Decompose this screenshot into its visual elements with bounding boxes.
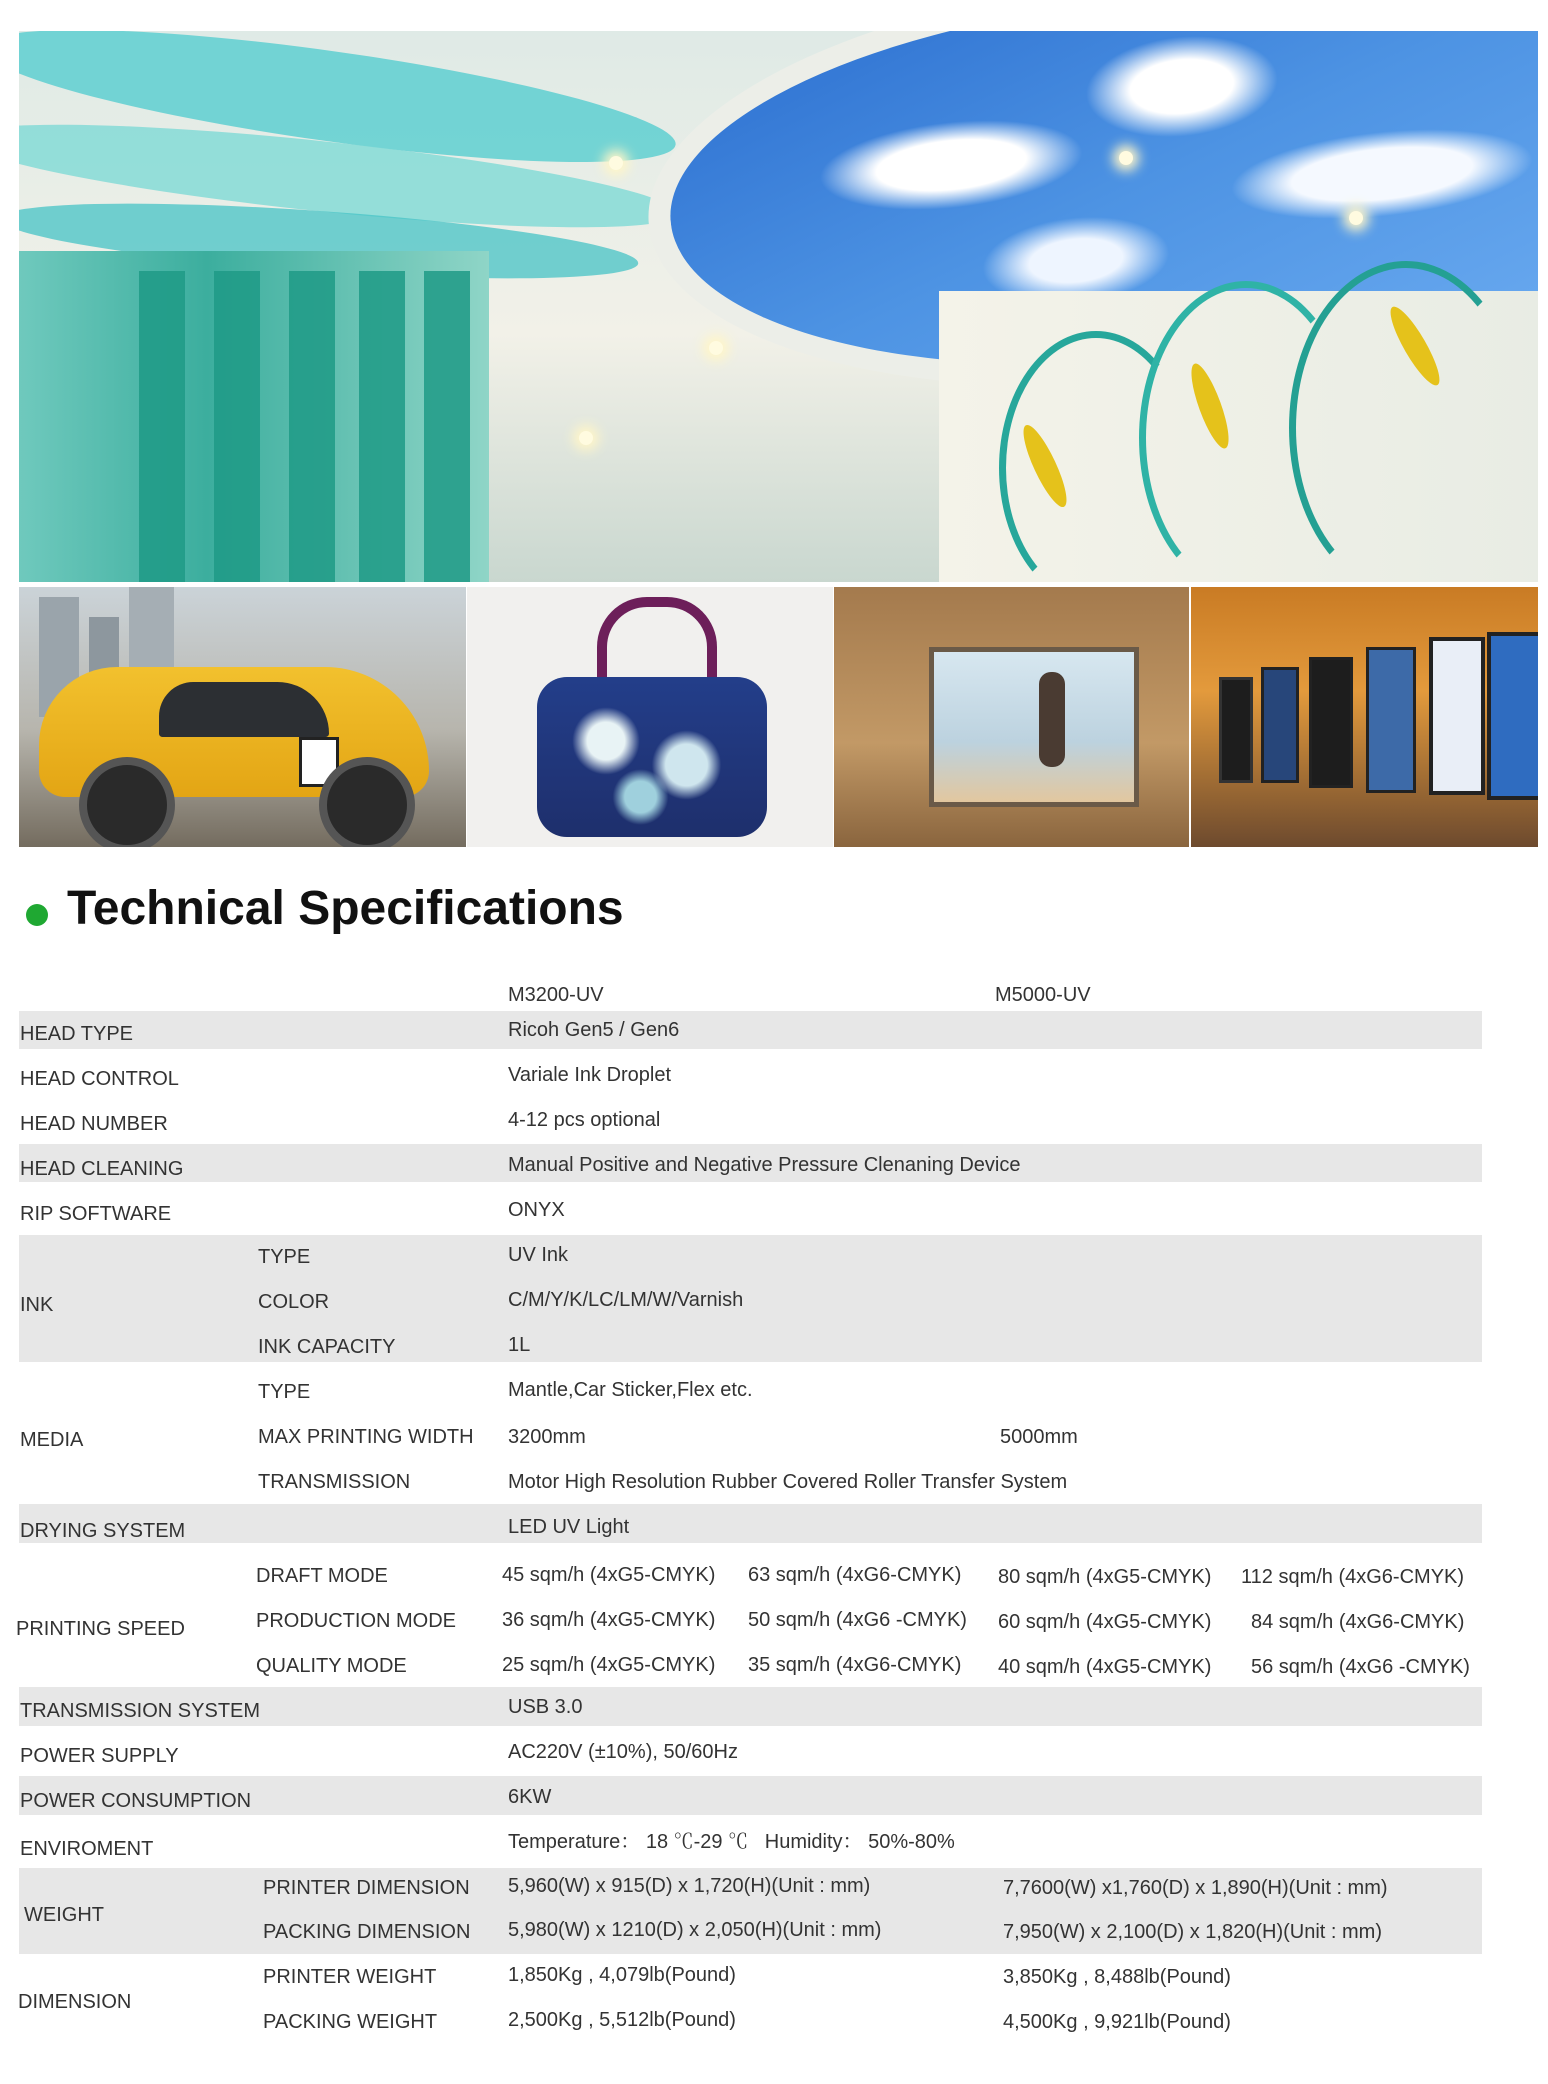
speed-draft-v4: 112 sqm/h (4xG6-CMYK): [1241, 1566, 1465, 1588]
speed-production-v4: 84 sqm/h (4xG6-CMYK): [1251, 1611, 1465, 1633]
section-title: Technical Specifications: [67, 882, 624, 935]
sub-label-ink-color: COLOR: [258, 1291, 330, 1313]
row-label-dimension: DIMENSION: [18, 1991, 132, 2013]
row-value-head-type: Ricoh Gen5 / Gen6: [508, 1019, 680, 1041]
row-band: [19, 1011, 1482, 1049]
speed-quality-v4: 56 sqm/h (4xG6 -CMYK): [1251, 1656, 1470, 1678]
column-header-m3200: M3200-UV: [508, 984, 604, 1006]
sub-label-printer-dimension: PRINTER DIMENSION: [263, 1877, 470, 1899]
row-label-head-control: HEAD CONTROL: [20, 1068, 179, 1090]
column-header-m5000: M5000-UV: [995, 984, 1091, 1006]
hero-image: [19, 31, 1538, 582]
value-packing-dimension-m5000: 7,950(W) x 2,100(D) x 1,820(H)(Unit : mm): [1003, 1921, 1382, 1943]
row-label-power-consumption: POWER CONSUMPTION: [20, 1790, 252, 1812]
value-printer-dimension-m3200: 5,960(W) x 915(D) x 1,720(H)(Unit : mm): [508, 1875, 871, 1897]
speed-quality-v1: 25 sqm/h (4xG5-CMYK): [502, 1654, 716, 1676]
speed-production-v1: 36 sqm/h (4xG5-CMYK): [502, 1609, 716, 1631]
row-value-power-supply: AC220V (±10%), 50/60Hz: [508, 1741, 738, 1763]
row-value-transmission-system: USB 3.0: [508, 1696, 583, 1718]
sub-label-media-type: TYPE: [258, 1381, 311, 1403]
value-printer-weight-m3200: 1,850Kg , 4,079lb(Pound): [508, 1964, 736, 1986]
rally-car-photo: [19, 587, 466, 847]
row-value-drying: LED UV Light: [508, 1516, 630, 1538]
value-ink-capacity: 1L: [508, 1334, 531, 1356]
row-label-media: MEDIA: [20, 1429, 84, 1451]
row-label-head-number: HEAD NUMBER: [20, 1113, 168, 1135]
sub-label-ink-capacity: INK CAPACITY: [258, 1336, 396, 1358]
sub-label-quality-mode: QUALITY MODE: [256, 1655, 407, 1677]
row-label-rip-software: RIP SOFTWARE: [20, 1203, 172, 1225]
sub-label-draft-mode: DRAFT MODE: [256, 1565, 388, 1587]
speed-draft-v1: 45 sqm/h (4xG5-CMYK): [502, 1564, 716, 1586]
sub-label-production-mode: PRODUCTION MODE: [256, 1610, 456, 1632]
value-width-m5000: 5000mm: [1000, 1426, 1078, 1448]
speed-production-v2: 50 sqm/h (4xG6 -CMYK): [748, 1609, 967, 1631]
row-label-transmission-system: TRANSMISSION SYSTEM: [20, 1700, 261, 1722]
row-label-head-type: HEAD TYPE: [20, 1023, 133, 1045]
row-value-head-number: 4-12 pcs optional: [508, 1109, 661, 1131]
sub-label-printer-weight: PRINTER WEIGHT: [263, 1966, 437, 1988]
sub-label-media-transmission: TRANSMISSION: [258, 1471, 411, 1493]
speed-draft-v3: 80 sqm/h (4xG5-CMYK): [998, 1566, 1212, 1588]
row-label-weight: WEIGHT: [24, 1904, 104, 1926]
speed-production-v3: 60 sqm/h (4xG5-CMYK): [998, 1611, 1212, 1633]
row-label-printing-speed: PRINTING SPEED: [16, 1618, 185, 1640]
row-label-environment: ENVIROMENT: [20, 1838, 154, 1860]
row-value-head-cleaning: Manual Positive and Negative Pressure Clenaning Device: [508, 1154, 1021, 1176]
sub-label-max-width: MAX PRINTING WIDTH: [258, 1426, 474, 1448]
value-printer-dimension-m5000: 7,7600(W) x1,760(D) x 1,890(H)(Unit : mm): [1003, 1877, 1388, 1899]
value-width-m3200: 3200mm: [508, 1426, 586, 1448]
sub-label-ink-type: TYPE: [258, 1246, 311, 1268]
value-ink-color: C/M/Y/K/LC/LM/W/Varnish: [508, 1289, 744, 1311]
value-media-transmission: Motor High Resolution Rubber Covered Roller Transfer System: [508, 1471, 1068, 1493]
row-value-head-control: Variale Ink Droplet: [508, 1064, 672, 1086]
sub-label-packing-weight: PACKING WEIGHT: [263, 2011, 438, 2033]
speed-quality-v3: 40 sqm/h (4xG5-CMYK): [998, 1656, 1212, 1678]
speed-draft-v2: 63 sqm/h (4xG6-CMYK): [748, 1564, 962, 1586]
row-label-head-cleaning: HEAD CLEANING: [20, 1158, 184, 1180]
row-label-ink: INK: [20, 1294, 54, 1316]
value-media-type: Mantle,Car Sticker,Flex etc.: [508, 1379, 753, 1401]
value-printer-weight-m5000: 3,850Kg , 8,488lb(Pound): [1003, 1966, 1231, 1988]
row-band: [19, 1235, 1482, 1362]
speed-quality-v2: 35 sqm/h (4xG6-CMYK): [748, 1654, 962, 1676]
value-packing-weight-m3200: 2,500Kg , 5,512lb(Pound): [508, 2009, 736, 2031]
row-label-drying: DRYING SYSTEM: [20, 1520, 186, 1542]
row-value-power-consumption: 6KW: [508, 1786, 552, 1808]
value-packing-dimension-m3200: 5,980(W) x 1210(D) x 2,050(H)(Unit : mm): [508, 1919, 882, 1941]
kiosks-photo: [1191, 587, 1538, 847]
row-value-environment: Temperature： 18 ℃-29 ℃ Humidity： 50%-80%: [508, 1831, 955, 1853]
value-packing-weight-m5000: 4,500Kg , 9,921lb(Pound): [1003, 2011, 1231, 2033]
row-value-rip-software: ONYX: [508, 1199, 565, 1221]
section-bullet-icon: [26, 904, 48, 926]
billboard-photo: [834, 587, 1189, 847]
row-label-power-supply: POWER SUPPLY: [20, 1745, 179, 1767]
row-band: [19, 1504, 1482, 1543]
value-ink-type: UV Ink: [508, 1244, 569, 1266]
handbag-photo: [467, 587, 833, 847]
sub-label-packing-dimension: PACKING DIMENSION: [263, 1921, 471, 1943]
